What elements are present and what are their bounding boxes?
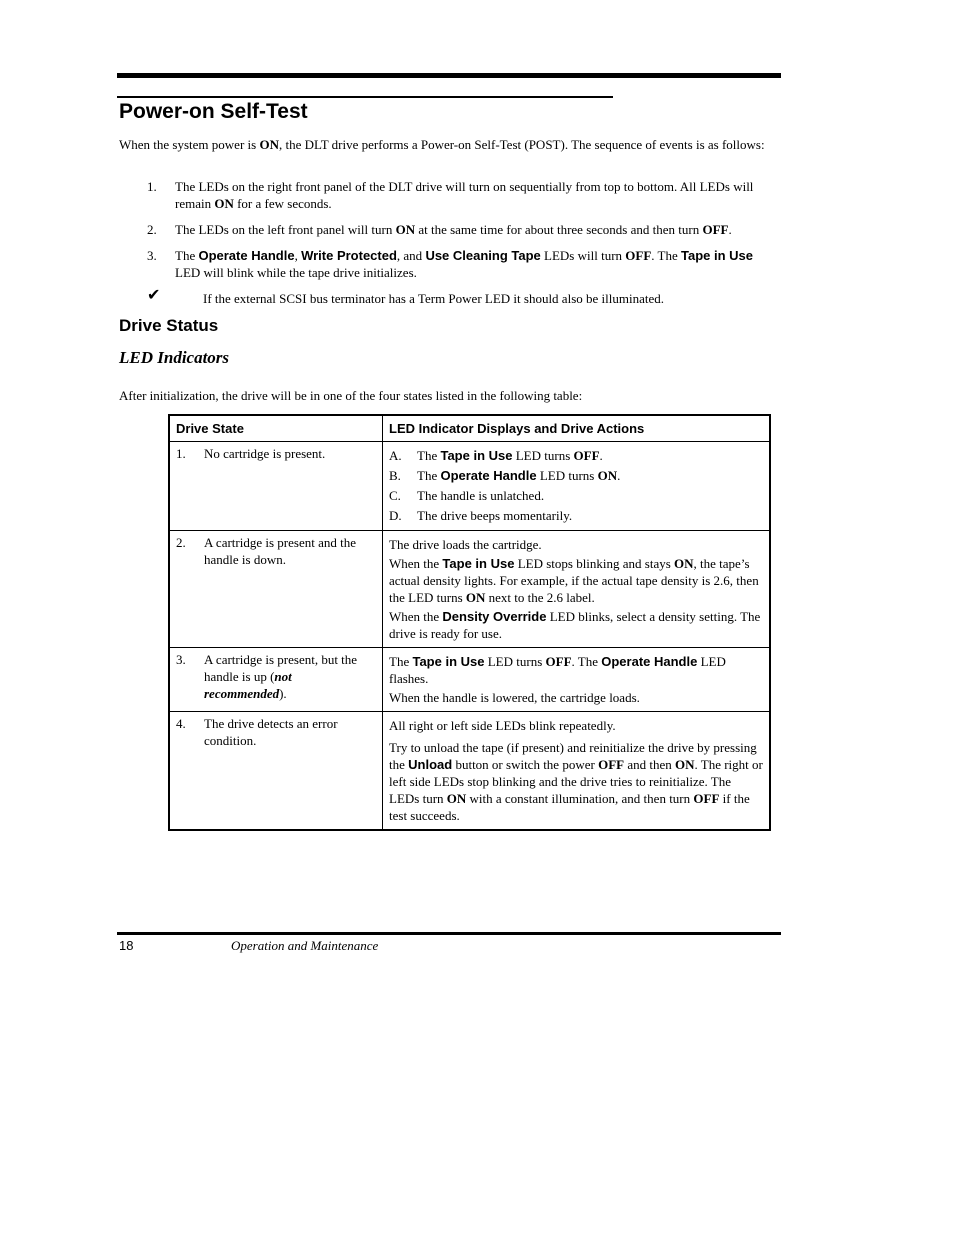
column-header: Drive State — [169, 415, 383, 442]
action-paragraph — [389, 555, 763, 606]
list-item — [389, 507, 763, 524]
table-row — [169, 648, 770, 712]
step-text: The — [175, 248, 199, 263]
action-bold: ON — [674, 757, 695, 772]
column-header: LED Indicator Displays and Drive Actions — [383, 415, 771, 442]
step-bold: ON — [214, 196, 234, 211]
led-actions-cell — [383, 442, 771, 531]
action-text: button or switch the power — [452, 757, 599, 772]
step-text: LEDs will turn — [540, 248, 626, 263]
list-item — [389, 447, 763, 464]
action-text: When the — [389, 556, 443, 571]
action-text: LED blinks, select a density setting. The drive is ready for use. — [389, 609, 761, 641]
step-number: 1. — [147, 179, 157, 194]
footer-section-title: Operation and Maintenance — [231, 938, 379, 953]
drive-state-text: No cartridge is present. — [204, 446, 326, 461]
item-letter: A. — [389, 448, 402, 463]
drive-state-cell — [169, 712, 383, 831]
top-rule — [117, 73, 781, 78]
action-text: . The — [571, 654, 602, 669]
list-item — [389, 467, 763, 484]
led-name: Tape in Use — [681, 248, 754, 263]
row-number: 2. — [176, 535, 186, 550]
action-text: LED stops blinking and stays — [514, 556, 675, 571]
table-row — [169, 531, 770, 648]
list-item — [119, 178, 779, 212]
action-text: When the — [389, 609, 443, 624]
step-text: for a few seconds. — [233, 196, 332, 211]
action-text: and then — [624, 757, 675, 772]
drive-state-cell — [169, 648, 383, 712]
page-title: Power-on Self-Test — [119, 100, 308, 123]
action-bold: ON — [446, 791, 467, 806]
step-bold: ON — [395, 222, 416, 237]
item-bold: ON — [597, 468, 618, 483]
step-text: The LEDs on the left front panel will turn — [175, 222, 396, 237]
step-number: 3. — [147, 248, 157, 263]
title-rule — [117, 96, 613, 98]
drive-state-text — [204, 651, 374, 702]
row-number: 1. — [176, 446, 186, 461]
state-text: ). — [279, 686, 287, 701]
state-emphasis: not recommended — [204, 669, 292, 701]
step-text: . — [728, 222, 732, 237]
item-text: . — [599, 448, 603, 463]
action-text: . The right or left side LEDs stop blinking and the drive tries to reinitialize. The LEDs turn — [389, 757, 763, 806]
item-letter: B. — [389, 468, 401, 483]
led-name: Operate Handle — [440, 468, 537, 483]
step-text: The LEDs on the right front panel of the DLT drive will turn on sequentially from top to bottom. All LEDs will remain — [175, 179, 754, 211]
step-text: at the same time for about three seconds and then turn — [415, 222, 703, 237]
item-text: The handle is unlatched. — [417, 488, 545, 503]
item-text: LED turns — [512, 448, 574, 463]
step-text: LED will blink while the tape drive initializes. — [175, 265, 417, 280]
action-text: if the test succeeds. — [389, 791, 750, 823]
action-paragraph: When the handle is lowered, the cartridge loads. — [389, 690, 640, 705]
item-text: The — [417, 468, 441, 483]
led-actions-cell — [383, 531, 771, 648]
row-number: 4. — [176, 716, 186, 731]
action-paragraph — [389, 653, 763, 687]
check-icon: ✔ — [147, 285, 161, 304]
step-bold: OFF — [625, 248, 652, 263]
led-name: Tape in Use — [442, 556, 515, 571]
action-paragraph: All right or left side LEDs blink repeatedly. — [389, 718, 616, 733]
table-row — [169, 442, 770, 531]
action-paragraph — [389, 739, 763, 824]
action-bold: OFF — [598, 757, 625, 772]
item-bold: OFF — [573, 448, 600, 463]
action-text: next to the 2.6 label. — [485, 590, 595, 605]
list-item — [119, 247, 779, 281]
led-name: Operate Handle — [198, 248, 295, 263]
action-bold: OFF — [545, 654, 572, 669]
led-name: Density Override — [442, 609, 547, 624]
drive-state-cell — [169, 442, 383, 531]
page-number: 18 — [119, 938, 134, 953]
intro-bold: ON — [259, 137, 279, 152]
item-text: . — [617, 468, 621, 483]
table-header-row — [169, 415, 770, 442]
action-text: , the tape’s actual density lights. For example, if the actual tape density is 2.6, then the LED turns — [389, 556, 759, 605]
list-item — [389, 487, 763, 504]
drive-state-text: The drive detects an error condition. — [204, 716, 338, 748]
item-letter: D. — [389, 508, 402, 523]
led-name: Tape in Use — [440, 448, 513, 463]
item-text: The — [417, 448, 441, 463]
action-text: The — [389, 654, 413, 669]
step-text: , and — [396, 248, 426, 263]
table-intro: After initialization, the drive will be in one of the four states listed in the following table: — [119, 388, 583, 403]
led-name: Write Protected — [301, 248, 397, 263]
section-heading: Drive Status — [119, 316, 219, 335]
item-text: LED turns — [536, 468, 598, 483]
intro-text: When the system power is — [119, 137, 260, 152]
action-bold: ON — [465, 590, 486, 605]
drive-state-cell — [169, 531, 383, 648]
action-paragraph: The drive loads the cartridge. — [389, 537, 542, 552]
drive-status-table — [168, 414, 771, 831]
post-steps-list — [119, 178, 779, 290]
step-number: 2. — [147, 222, 157, 237]
item-text: The drive beeps momentarily. — [417, 508, 573, 523]
item-letter: C. — [389, 488, 401, 503]
action-text: with a constant illumination, and then turn — [466, 791, 694, 806]
action-paragraph — [389, 608, 763, 642]
step-bold: OFF — [702, 222, 729, 237]
footer-rule — [117, 932, 781, 935]
step-text: , — [294, 248, 302, 263]
action-text: Try to unload the tape (if present) and reinitialize the drive by pressing the — [389, 740, 757, 772]
state-text: A cartridge is present, but the handle is up ( — [204, 652, 358, 684]
note-text: If the external SCSI bus terminator has a Term Power LED it should also be illuminated. — [203, 291, 664, 306]
action-text: LED turns — [484, 654, 546, 669]
led-actions-cell — [383, 648, 771, 712]
step-text: . The — [651, 248, 682, 263]
intro-paragraph — [119, 136, 779, 153]
table-row — [169, 712, 770, 831]
action-bold: ON — [674, 556, 694, 571]
drive-state-text: A cartridge is present and the handle is down. — [204, 535, 356, 567]
led-name: Use Cleaning Tape — [425, 248, 541, 263]
led-name: Operate Handle — [601, 654, 698, 669]
action-text: LED flashes. — [389, 654, 726, 686]
led-name: Tape in Use — [412, 654, 485, 669]
row-number: 3. — [176, 652, 186, 667]
subsection-heading: LED Indicators — [119, 348, 230, 367]
led-actions-cell — [383, 712, 771, 831]
list-item — [119, 221, 779, 238]
action-bold: OFF — [693, 791, 720, 806]
intro-text-2: , the DLT drive performs a Power-on Self-Test (POST). The sequence of events is as follows: — [278, 137, 765, 152]
button-name: Unload — [408, 757, 453, 772]
